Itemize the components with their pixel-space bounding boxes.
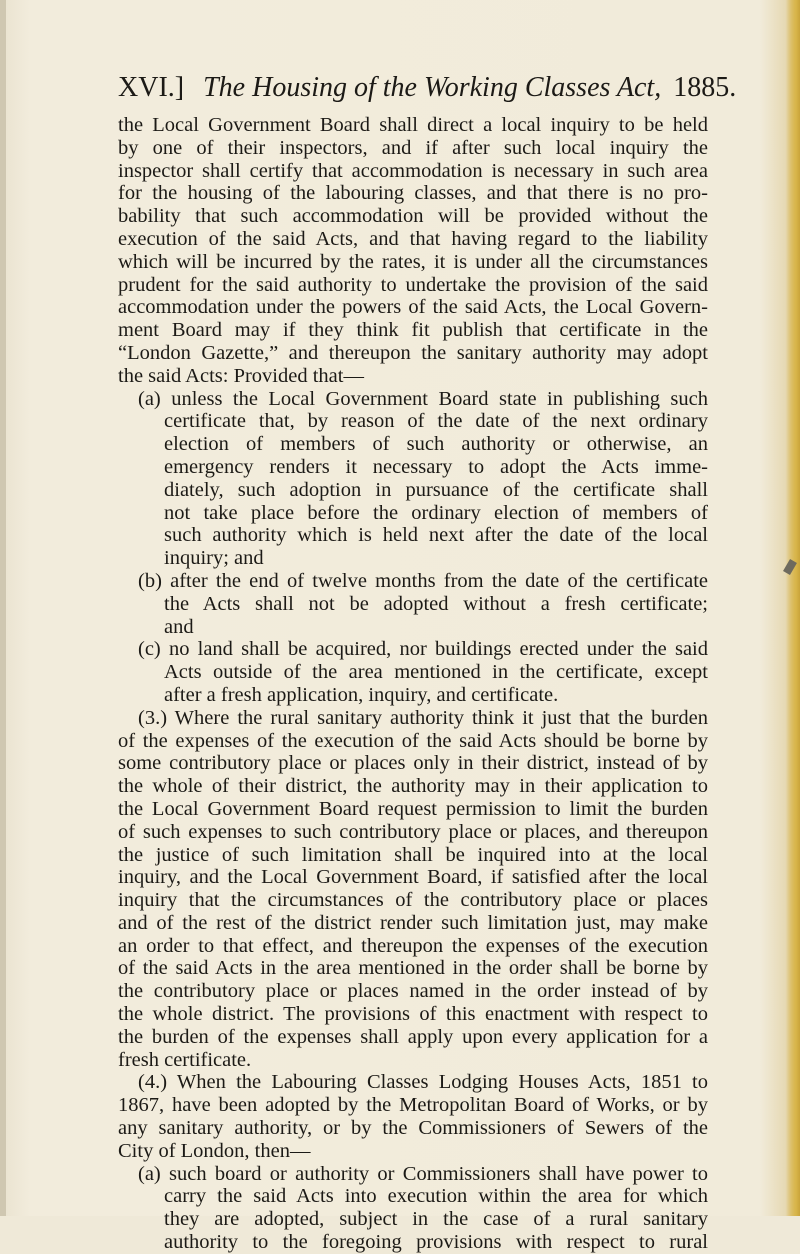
text-line: the whole of their district, the authority may in their application to <box>118 775 708 798</box>
running-title: The Housing of the Working Classes Act, <box>203 72 662 103</box>
text-line: carry the said Acts into execution within the area for which <box>164 1185 708 1208</box>
text-line: bability that such accommodation will be provided without the <box>118 205 708 228</box>
text-line: (b) after the end of twelve months from the date of the certificate <box>138 569 708 592</box>
text-line: and <box>164 615 194 638</box>
text-line: inquiry that the circumstances of the contributory place or places <box>118 889 708 912</box>
text-line: not take place before the ordinary election of members of <box>164 501 708 524</box>
chapter-number: XVI. <box>118 72 175 103</box>
text-line: (3.) Where the rural sanitary authority think it just that the burden <box>138 706 708 729</box>
text-line: inspector shall certify that accommodation is necessary in such area <box>118 159 708 182</box>
text-line: the said Acts: Provided that— <box>118 364 364 387</box>
text-line: an order to that effect, and thereupon the expenses of the execution <box>118 934 708 957</box>
text-line: ment Board may if they think fit publish that certificate in the <box>118 319 708 342</box>
text-line: the Local Government Board shall direct a local inquiry to be held <box>118 114 708 136</box>
text-line: for the housing of the labouring classes, and that there is no pro- <box>118 182 708 205</box>
text-line: inquiry; and <box>164 547 264 570</box>
text-line: of the expenses of the execution of the said Acts should be borne by <box>118 729 708 752</box>
text-line: execution of the said Acts, and that having regard to the liability <box>118 227 708 250</box>
page-gilt-edge <box>786 0 800 1216</box>
text-line: fresh certificate. <box>118 1048 252 1071</box>
text-line: (4.) When the Labouring Classes Lodging Houses Acts, 1851 to <box>138 1071 708 1094</box>
text-line: inquiry, and the Local Government Board, if satisfied after the local <box>118 866 708 889</box>
body-text <box>118 114 708 1254</box>
text-line: certificate that, by reason of the date of the next ordinary <box>164 410 708 433</box>
text-line: (c) no land shall be acquired, nor buildings erected under the said <box>138 638 708 661</box>
text-line: “London Gazette,” and thereupon the sanitary authority may adopt <box>118 341 708 364</box>
text-line: the Acts shall not be adopted without a fresh certificate; <box>164 592 708 615</box>
text-line: the justice of such limitation shall be inquired into at the local <box>118 843 708 866</box>
text-line: the contributory place or places named in the order instead of by <box>118 980 708 1003</box>
chapter-bracket: ] <box>174 72 185 103</box>
text-line: which will be incurred by the rates, it is under all the circumstances <box>118 250 708 273</box>
text-line: (a) unless the Local Government Board state in publishing such <box>138 387 708 410</box>
text-line: any sanitary authority, or by the Commissioners of Sewers of the <box>118 1117 708 1140</box>
text-line: City of London, then— <box>118 1139 311 1162</box>
text-line: by one of their inspectors, and if after such local inquiry the <box>118 136 708 159</box>
text-line: authority to the foregoing provisions with respect to rural <box>164 1231 708 1254</box>
text-line: of the said Acts in the area mentioned in the order shall be borne by <box>118 957 708 980</box>
text-line: the whole district. The provisions of this enactment with respect to <box>118 1003 708 1026</box>
page-gutter-edge <box>0 0 6 1216</box>
text-line: election of members of such authority or otherwise, an <box>164 433 708 456</box>
text-line: prudent for the said authority to undertake the provision of the said <box>118 273 708 296</box>
text-line: Acts outside of the area mentioned in the certificate, except <box>164 661 708 684</box>
text-line: (a) such board or authority or Commissioners shall have power to <box>138 1162 708 1185</box>
text-line: 1867, have been adopted by the Metropolitan Board of Works, or by <box>118 1094 708 1117</box>
text-line: after a fresh application, inquiry, and certificate. <box>164 683 559 706</box>
text-line: the burden of the expenses shall apply upon every application for a <box>118 1025 708 1048</box>
text-line: diately, such adoption in pursuance of the certificate shall <box>164 478 708 501</box>
text-line: they are adopted, subject in the case of a rural sanitary <box>164 1208 708 1231</box>
text-line: emergency renders it necessary to adopt the Acts imme- <box>164 455 708 478</box>
text-line: and of the rest of the district render such limitation just, may make <box>118 911 708 934</box>
text-line: some contributory place or places only in their district, instead of by <box>118 752 708 775</box>
running-year: 1885. <box>673 72 737 103</box>
text-line: accommodation under the powers of the said Acts, the Local Govern- <box>118 296 708 319</box>
text-line: the Local Government Board request permission to limit the burden <box>118 797 708 820</box>
text-line: of such expenses to such contributory place or places, and thereupon <box>118 820 708 843</box>
text-line: such authority which is held next after the date of the local <box>164 524 708 547</box>
running-head <box>118 70 737 106</box>
